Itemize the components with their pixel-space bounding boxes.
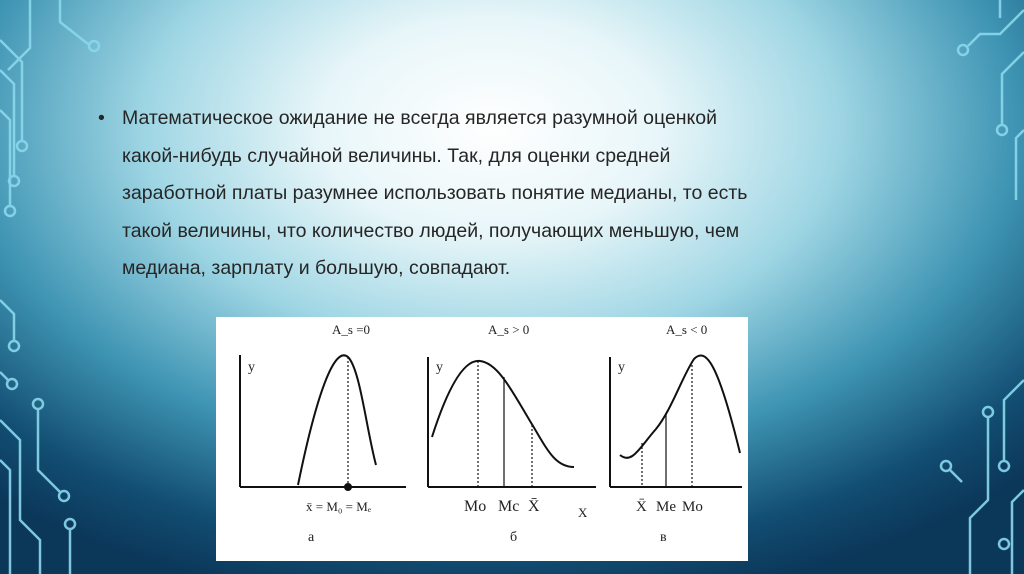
panel-b-title: A_s > 0 [488, 322, 530, 337]
panel-b-letter: б [510, 530, 518, 545]
center-point [345, 484, 351, 490]
text-line: Математическое ожидание не всегда является разумной оценкой [122, 107, 718, 129]
distribution-curve [432, 361, 574, 467]
panel-positive-skew [428, 357, 596, 487]
panel-b-mode-label: Mo [464, 498, 487, 515]
panel-c-letter: в [660, 530, 667, 545]
panel-b-y-label: y [436, 360, 443, 375]
distribution-diagram [216, 317, 748, 561]
panel-c-title: A_s < 0 [666, 322, 708, 337]
panel-b-mean-label: X̄ [528, 498, 540, 515]
panel-c-y-label: y [618, 360, 625, 375]
text-line: медиана, зарплату и большую, совпадают. [122, 257, 511, 279]
panel-c-mode-label: Mo [682, 499, 703, 515]
panel-negative-skew [610, 356, 742, 487]
panel-c-median-label: Me [656, 499, 676, 515]
panel-b-axis-letter: X [578, 505, 588, 520]
panel-a-y-label: y [248, 360, 255, 375]
text-line: заработной платы разумнее использовать понятие медианы, то есть [122, 182, 748, 204]
panel-a-title: A_s =0 [332, 322, 371, 337]
panel-c-mean-label: X̄ [636, 499, 647, 515]
bullet-point: • [98, 107, 105, 129]
panel-a-bottom-label: x̄ = M₀ = Mₑ [306, 499, 372, 514]
panel-a-letter: а [308, 530, 315, 545]
panel-b-median-label: Mc [498, 498, 520, 515]
distribution-curve [298, 355, 376, 485]
distribution-curve [620, 356, 740, 458]
bullet-paragraph [122, 100, 882, 288]
text-line: какой-нибудь случайной величины. Так, для оценки средней [122, 144, 671, 167]
text-line: такой величины, что количество людей, получающих меньшую, чем [122, 219, 740, 242]
panel-symmetric [240, 355, 406, 490]
distribution-figure [216, 317, 748, 561]
